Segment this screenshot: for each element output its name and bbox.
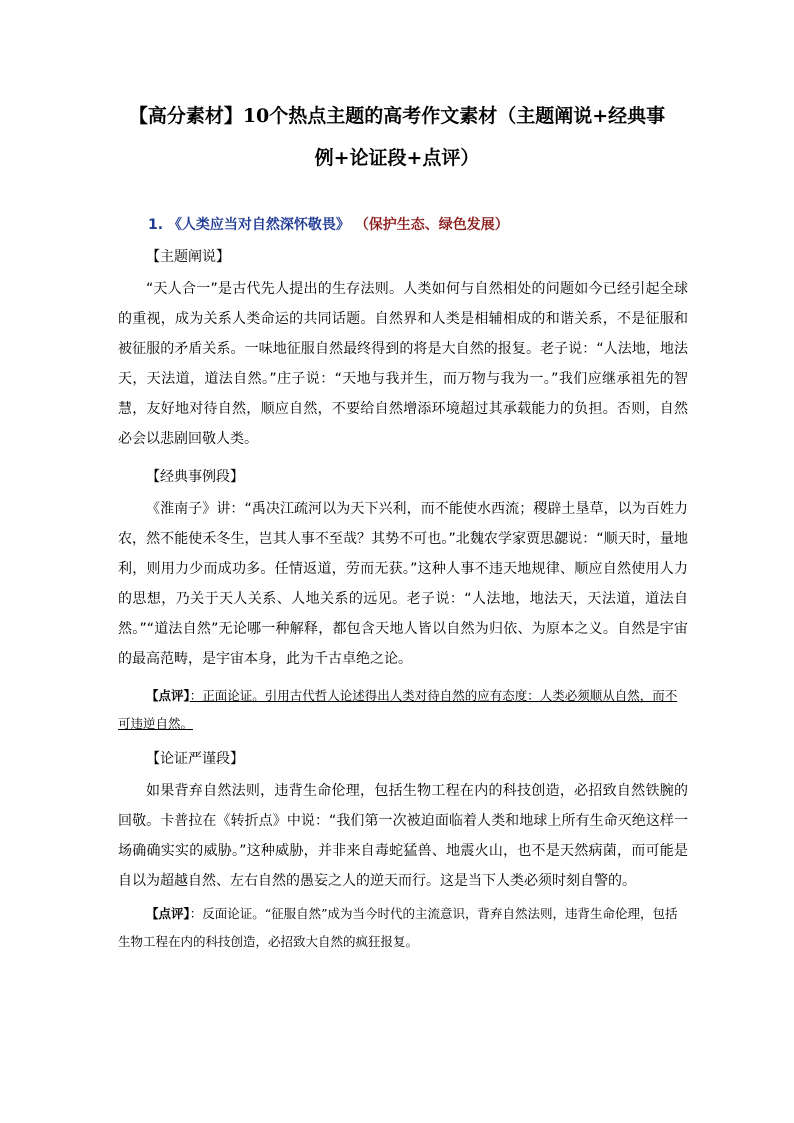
section-heading bbox=[148, 214, 509, 234]
comment-2-text: ：反面论证。“征服自然”成为当今时代的主流意识，背弃自然法则，违背生命伦理，包括生物工程在内的科技创造，必招致大自然的疯狂报复。 bbox=[118, 906, 678, 949]
document-title-line1: 【高分素材】10个热点主题的高考作文素材（主题阐说+经典事 bbox=[128, 105, 666, 127]
comment-2-label: 【点评】 bbox=[146, 906, 190, 921]
section-name: 《人类应当对自然深怀敬畏》 bbox=[167, 217, 350, 233]
theme-heading: 【主题阐说】 bbox=[146, 249, 230, 265]
example-paragraph: 《淮南子》讲：“禹决江疏河以为天下兴利，而不能使水西流；稷辟土垦草，以为百姓力农，然不能使禾冬生，岂其人事不至哉？其势不可也。”北魏农学家贾思勰说：“顺天时，量地利，则用力少而成功多。任情返道，劳而无获。”这种人事不违天地规律、顺应自然使用人力的思想，乃关于天人关系、人地关系的远见。老子说：“人法地，地法天，天法道，道法自然。”“道法自然”无论哪一种解释，都包含天地人皆以自然为归依、为原本之义。自然是宇宙的最高范畴，是宇宙本身，此为千古卓绝之论。 bbox=[118, 501, 688, 667]
example-heading: 【经典事例段】 bbox=[146, 469, 244, 485]
comment-1-label: 【点评】 bbox=[146, 688, 190, 703]
section-number: 1. bbox=[148, 217, 164, 233]
comment-2 bbox=[118, 900, 688, 956]
section-tag: （保护生态、绿色发展） bbox=[354, 217, 509, 233]
comment-1-text: ：正面论证。引用古代哲人论述得出人类对待自然的应有态度：人类必须顺从自然，而不可违逆自然。 bbox=[118, 688, 678, 731]
document-title-line2: 例+论证段+点评） bbox=[314, 147, 480, 169]
comment-1 bbox=[118, 682, 688, 738]
theme-paragraph: “天人合一”是古代先人提出的生存法则。人类如何与自然相处的问题如今已经引起全球的重视，成为关系人类命运的共同话题。自然界和人类是相辅相成的和谐关系，不是征服和被征服的矛盾关系。一味地征服自然最终得到的将是大自然的报复。老子说：“人法地，地法天，天法道，道法自然。”庄子说：“天地与我并生，而万物与我为一。”我们应继承祖先的智慧，友好地对待自然，顺应自然，不要给自然增添环境超过其承载能力的负担。否则，自然必会以悲剧回敬人类。 bbox=[118, 281, 688, 447]
argument-paragraph: 如果背弃自然法则，违背生命伦理，包括生物工程在内的科技创造，必招致自然铁腕的回敬。卡普拉在《转折点》中说：“我们第一次被迫面临着人类和地球上所有生命灭绝这样一场确确实实的威胁。”这种威胁，并非来自毒蛇猛兽、地震火山，也不是天然病菌，而可能是自以为超越自然、左右自然的愚妄之人的逆天而行。这是当下人类必须时刻自警的。 bbox=[118, 783, 688, 889]
argument-heading: 【论证严谨段】 bbox=[146, 751, 244, 767]
